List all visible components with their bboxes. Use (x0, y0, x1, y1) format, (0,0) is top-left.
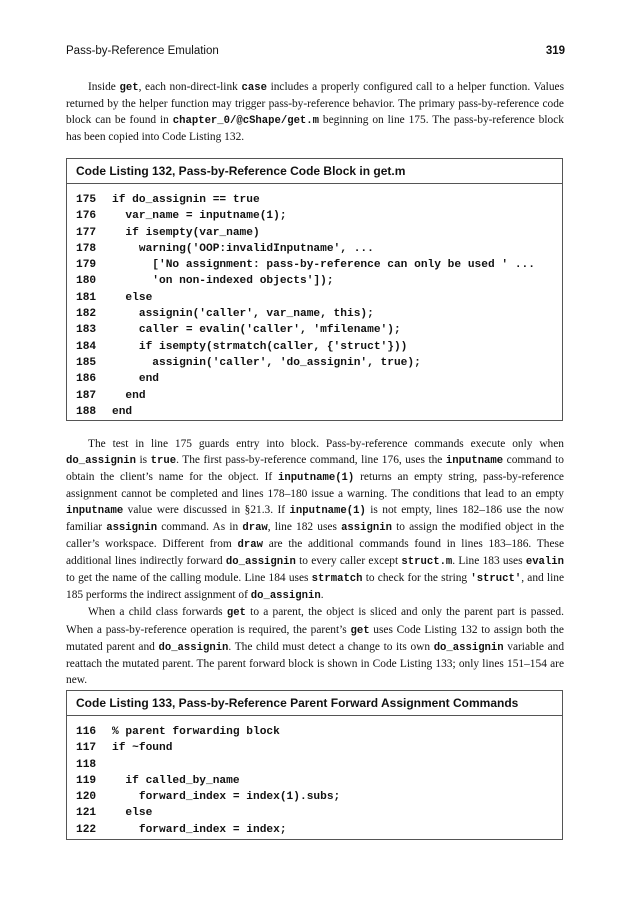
listing-code (67, 184, 562, 420)
running-title: Pass-by-Reference Emulation (66, 45, 219, 57)
code-line: 185 assignin('caller', 'do_assignin', true); (76, 356, 421, 369)
code-line: 187 end (76, 389, 146, 402)
code-line: 118 (76, 758, 97, 771)
code-line: 181 else (76, 291, 153, 304)
intro-paragraph: Inside get, each non-direct-link case includes a properly configured call to a helper function. Values returned by the helper function may trigger pass-by-reference behavior. The primary pass-by-reference code block can be found in chapter_0/@cShape/get.m beginning on line 175. The pass-by-reference block has been copied into Code Listing 132. (66, 81, 565, 144)
code-listing-132 (66, 158, 563, 421)
code-line: 180 'on non-indexed objects']); (76, 275, 334, 288)
code-line: 188 end (76, 405, 133, 418)
code-line: 116 % parent forwarding block (76, 726, 280, 738)
code-line: 117 if ~found (76, 742, 173, 755)
listing-caption: Code Listing 133, Pass-by-Reference Parent Forward Assignment Commands (67, 691, 562, 716)
code-line: 122 forward_index = index; (76, 823, 287, 836)
code-line: 120 forward_index = index(1).subs; (76, 791, 341, 804)
code-line: 176 var_name = inputname(1); (76, 210, 287, 223)
running-header (66, 45, 565, 63)
listing-caption: Code Listing 132, Pass-by-Reference Code Block in get.m (67, 159, 562, 184)
page-number: 319 (545, 45, 565, 57)
listing-code (67, 716, 562, 838)
code-line: 175 if do_assignin == true (76, 194, 260, 206)
code-line: 178 warning('OOP:invalidInputname', ... (76, 242, 374, 255)
code-line: 186 end (76, 373, 159, 386)
code-line: 179 ['No assignment: pass-by-reference can only be used ' ... (76, 259, 535, 272)
body-paragraph-1: The test in line 175 guards entry into block. Pass-by-reference commands execute only when do_assignin is true. The first pass-by-reference command, line 176, uses the inputname command to obtain the client’s name for the object. If inputname(1) returns an empty string, pass-by-reference assignment cannot be completed and lines 178–180 issue a warning. The conditions that lead to an empty inputname value were discussed in §21.3. If inputname(1) is not empty, lines 182–186 use the now familiar assignin command. As in draw, line 182 uses assignin to assign the modified object in the caller’s workspace. Different from draw are the additional commands found in lines 183–186. These additional lines indirectly forward do_assignin to every caller except struct.m. Line 183 uses evalin to get the name of the calling module. Line 184 uses strmatch to check for the string 'struct', and line 185 performs the indirect assignment of do_assignin. When a child class forwards get to a parent, the object is sliced and only the parent part is passed. When a pass-by-reference operation is required, the parent’s get uses Code Listing 132 to assign both the mutated parent and do_assignin. The child must detect a change to its own do_assignin variable and reattach the mutated parent. The parent forward block is shown in Code Listing 133; only lines 151–154 are new. (66, 438, 565, 686)
code-line: 177 if isempty(var_name) (76, 226, 260, 239)
code-line: 119 if called_by_name (76, 774, 240, 787)
code-line: 184 if isempty(strmatch(caller, {'struct'})) (76, 340, 408, 353)
code-line: 121 else (76, 807, 153, 820)
code-line: 182 assignin('caller', var_name, this); (76, 308, 374, 321)
code-listing-133 (66, 690, 563, 840)
code-line: 183 caller = evalin('caller', 'mfilename'); (76, 324, 401, 337)
